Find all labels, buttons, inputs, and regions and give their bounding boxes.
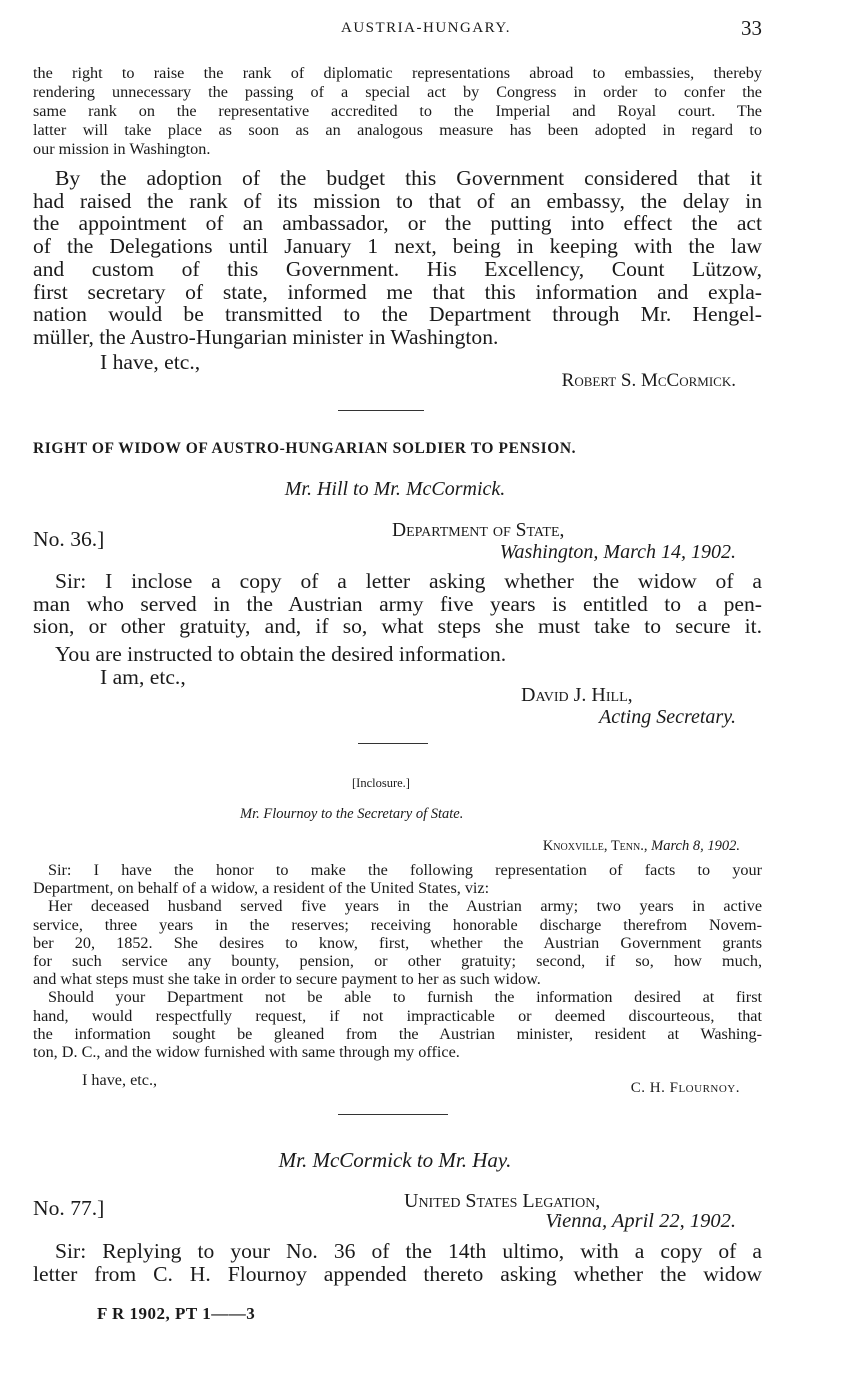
text-line: Sir: Replying to your No. 36 of the 14th ultimo, with a copy of a — [55, 1239, 762, 1263]
text-line: Sir: I have the honor to make the following representation of facts to your — [48, 861, 762, 879]
text-line: hand, would respectfully request, if not impracticable or deemed discourteous, that — [33, 1006, 762, 1025]
text-line: ton, D. C., and the widow furnished with same through my office. — [33, 1043, 460, 1062]
text-line: service, three years in the reserves; receiving honorable discharge therefrom Novem- — [33, 915, 762, 934]
text-line: the appointment of an ambassador, or the putting into effect the act — [33, 211, 762, 236]
signature-mark: F R 1902, PT 1——3 — [97, 1304, 256, 1323]
text-line: the right to raise the rank of diplomatic representations abroad to embassies, thereby — [33, 64, 762, 82]
text-line: rendering unnecessary the passing of a special act by Congress in order to confer the — [33, 83, 762, 101]
letter-date: Vienna, April 22, 1902. — [545, 1210, 736, 1232]
section-heading: RIGHT OF WIDOW OF AUSTRO-HUNGARIAN SOLDIER TO PENSION. — [33, 440, 577, 457]
signature: Robert S. McCormick. — [561, 370, 736, 391]
page-number: 33 — [741, 16, 762, 40]
budget-paragraph — [33, 167, 762, 349]
text-line: Sir: I inclose a copy of a letter asking whether the widow of a — [55, 569, 762, 593]
text-line: for such service any bounty, pension, or other gratuity; second, if so, how much, — [33, 952, 762, 971]
text-line: latter will take place as soon as an analogous measure has been adopted in regard to — [33, 121, 762, 139]
text-line: sion, or other gratuity, and, if so, what steps she must take to secure it. — [33, 614, 762, 639]
text-line: Should your Department not be able to furnish the information desired at first — [48, 988, 762, 1007]
letter-body — [33, 570, 762, 638]
text-line: müller, the Austro-Hungarian minister in Washington. — [33, 324, 499, 349]
text-line: our mission in Washington. — [33, 140, 211, 158]
inclosure-label: [Inclosure.] — [352, 776, 410, 790]
letter-body-line: You are instructed to obtain the desired information. — [55, 642, 507, 666]
letter-body — [33, 1240, 762, 1285]
text-line: letter from C. H. Flournoy appended thereto asking whether the widow — [33, 1261, 762, 1286]
text-line: the information sought be gleaned from the Austrian minister, resident at Washing- — [33, 1024, 762, 1043]
signature: C. H. Flournoy. — [630, 1080, 740, 1096]
inclosure-title: Mr. Flournoy to the Secretary of State. — [240, 806, 464, 822]
text-line: of the Delegations until January 1 next, being in keeping with the law — [33, 234, 762, 259]
text-line: and what steps must she take in order to secure payment to her as such widow. — [33, 970, 541, 989]
signature-title: Acting Secretary. — [599, 706, 736, 728]
text-line: Her deceased husband served five years in the Austrian army; two years in active — [48, 897, 762, 916]
letter-number: No. 77.] — [33, 1196, 105, 1220]
inclosure-body — [33, 861, 762, 1061]
letter-date: Washington, March 14, 1902. — [499, 541, 736, 563]
closing-line: I am, etc., — [100, 665, 186, 689]
text-line: first secretary of state, informed me that this information and expla- — [33, 279, 762, 304]
text-line: nation would be transmitted to the Department through Mr. Hengel- — [33, 302, 762, 327]
text-line: Department, on behalf of a widow, a resident of the United States, viz: — [33, 879, 490, 898]
letter-place: Department of State, — [392, 520, 565, 541]
closing-line: I have, etc., — [82, 1071, 158, 1089]
divider — [358, 743, 428, 744]
text-line: By the adoption of the budget this Government considered that it — [55, 166, 762, 190]
divider — [338, 410, 424, 411]
text-line: had raised the rank of its mission to that of an embassy, the delay in — [33, 188, 762, 213]
letter-number: No. 36.] — [33, 527, 105, 551]
letter-title: Mr. McCormick to Mr. Hay. — [278, 1148, 512, 1172]
signature: David J. Hill, — [521, 684, 633, 706]
inclosure-dateline — [543, 838, 740, 855]
dateline-date: March 8, 1902. — [651, 838, 740, 854]
text-line: and custom of this Government. His Excellency, Count Lützow, — [33, 256, 762, 281]
text-line: ber 20, 1852. She desires to know, first, whether the Austrian Government grants — [33, 933, 762, 952]
continued-paragraph — [33, 64, 762, 159]
letter-title: Mr. Hill to Mr. McCormick. — [284, 478, 506, 500]
closing-line: I have, etc., — [100, 350, 201, 374]
text-line: same rank on the representative accredited to the Imperial and Royal court. The — [33, 102, 762, 120]
letter-place: United States Legation, — [404, 1190, 601, 1212]
text-line: man who served in the Austrian army five years is entitled to a pen- — [33, 591, 762, 616]
divider — [338, 1114, 448, 1115]
running-title: AUSTRIA-HUNGARY. — [341, 20, 511, 36]
dateline-place: Knoxville, Tenn., — [542, 838, 648, 854]
